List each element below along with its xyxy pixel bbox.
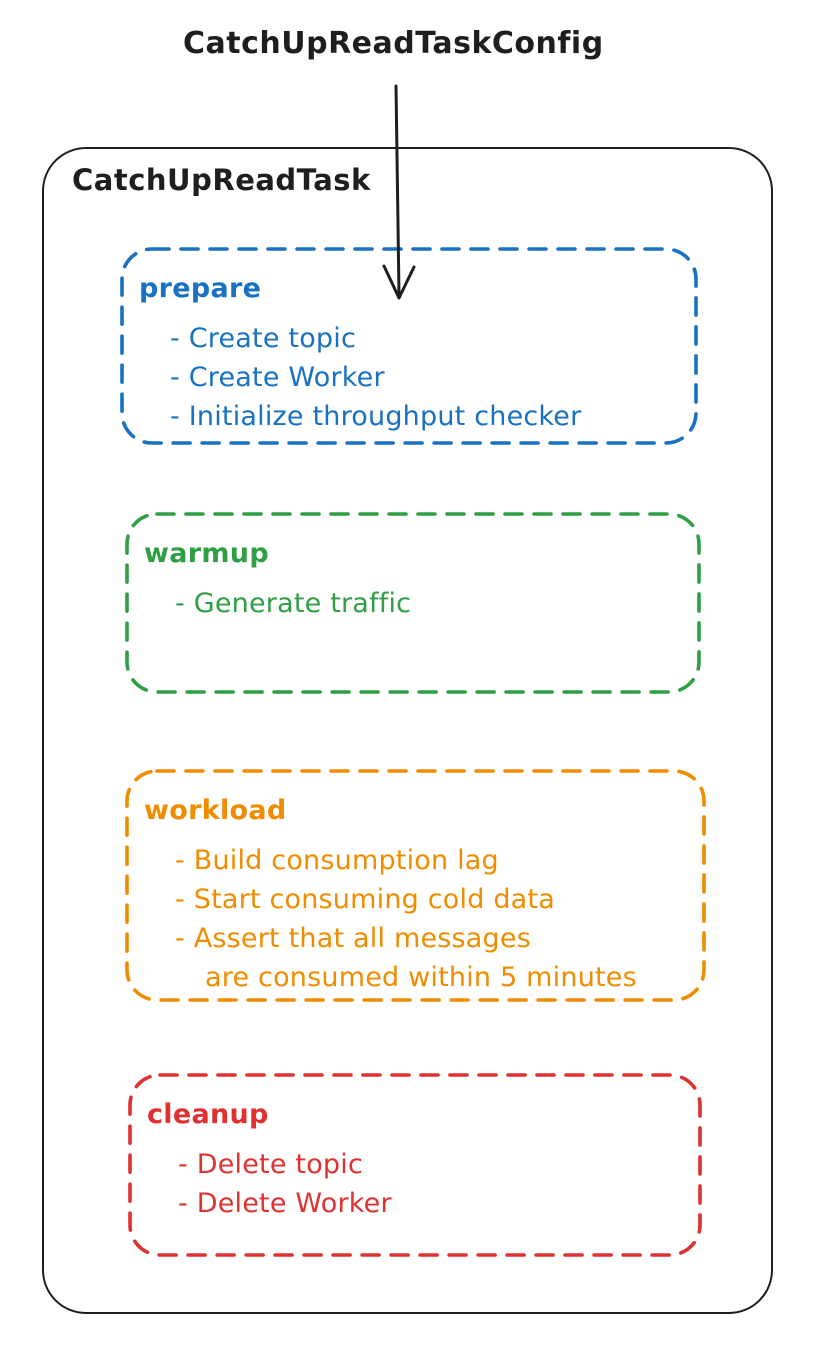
phase-item-list <box>170 319 688 436</box>
phase-item: - Delete topic <box>178 1149 364 1180</box>
phase-box-workload <box>125 769 706 1002</box>
phase-item: - Generate traffic <box>175 588 412 619</box>
phase-box-cleanup <box>128 1073 702 1257</box>
container-title: CatchUpReadTask <box>72 163 371 197</box>
phase-item: - Start consuming cold data <box>175 884 555 915</box>
phase-label: warmup <box>144 538 269 569</box>
phase-item: - Create Worker <box>170 362 385 393</box>
phase-item: - Create topic <box>170 323 357 354</box>
phase-item: - Assert that all messages <box>175 923 531 954</box>
phase-item: - Initialize throughput checker <box>170 401 582 432</box>
catchupreadtask-container <box>42 147 773 1314</box>
config-label: CatchUpReadTaskConfig <box>183 26 604 61</box>
phase-label: workload <box>144 795 287 826</box>
phase-item: - Delete Worker <box>178 1188 392 1219</box>
phase-item-list <box>178 1145 692 1223</box>
phase-label: prepare <box>139 273 262 304</box>
phase-item-list <box>175 584 691 623</box>
phase-label: cleanup <box>147 1099 269 1130</box>
phase-box-warmup <box>125 512 701 694</box>
phase-item: - Build consumption lag <box>175 845 499 876</box>
phase-item: are consumed within 5 minutes <box>205 962 637 993</box>
phase-item-list <box>175 841 696 997</box>
phase-box-prepare <box>120 247 698 445</box>
